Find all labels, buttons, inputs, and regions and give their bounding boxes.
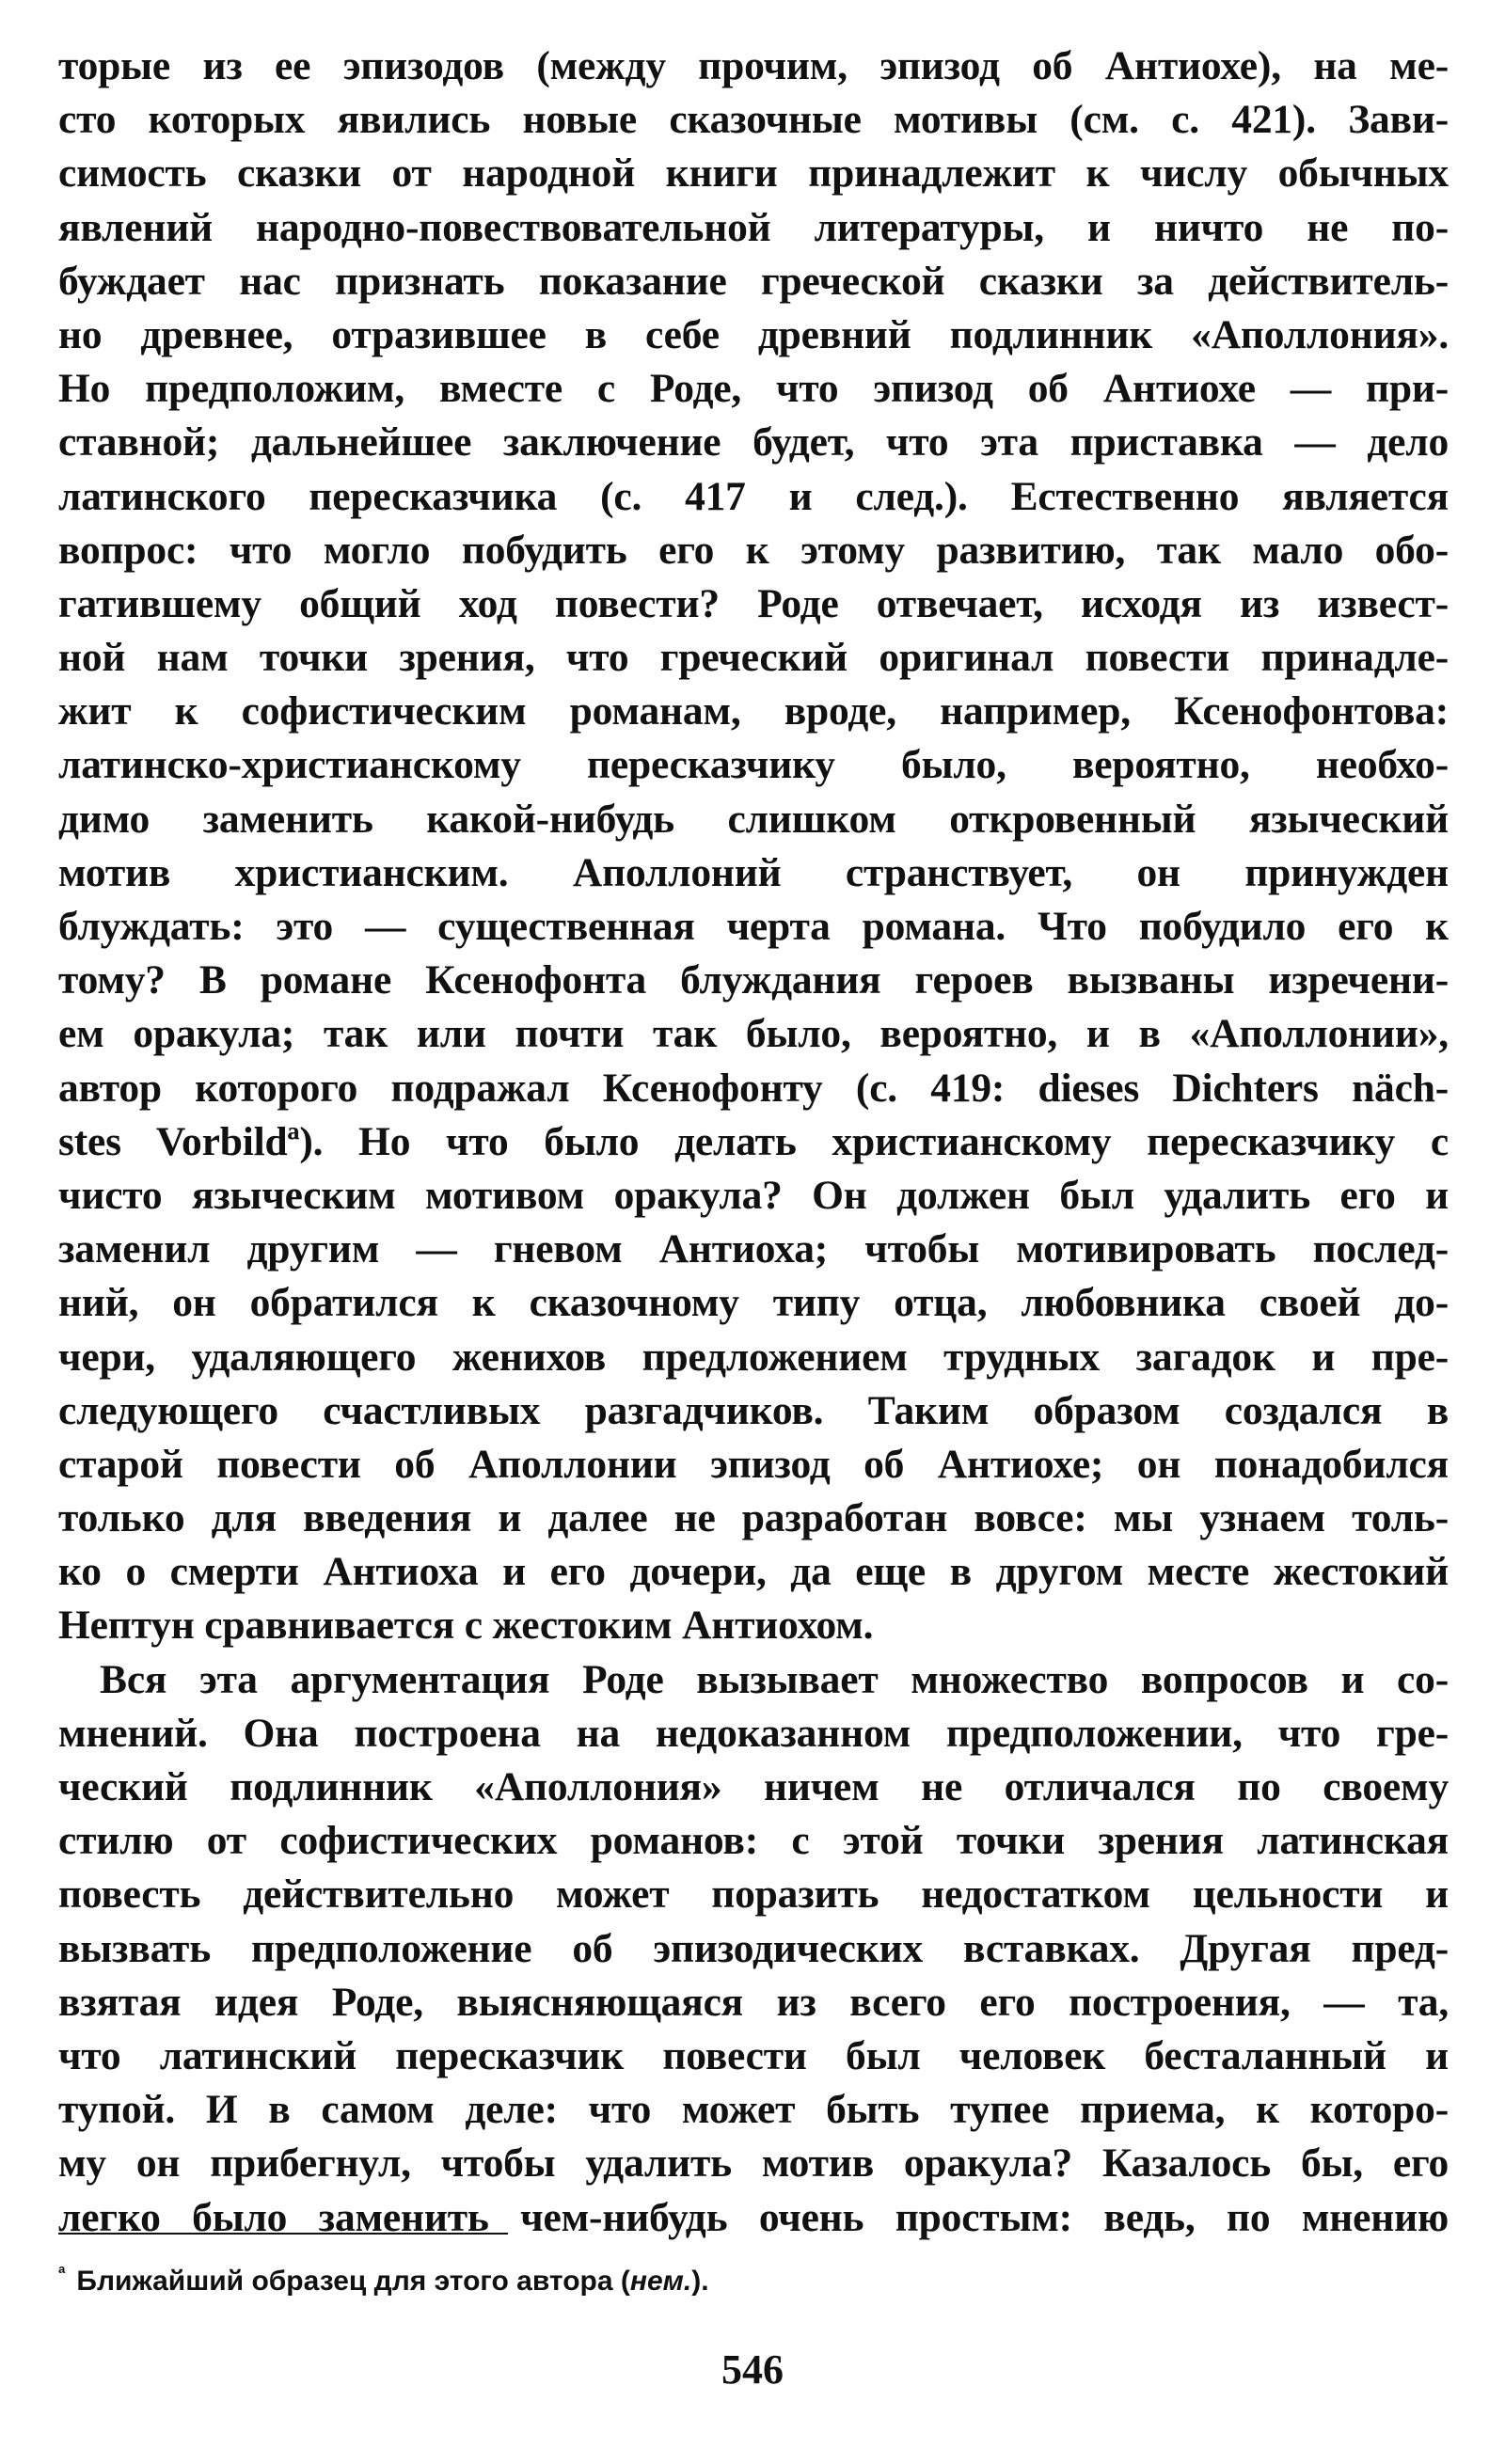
text-line: Вся эта аргументация Роде вызывает множество вопросов и со-	[100, 1656, 1449, 1702]
text-line: ставной; дальнейшее заключение будет, что эта приставка — дело	[58, 419, 1449, 466]
paragraph-1	[58, 39, 1449, 1653]
text-line: что латинский пересказчик повести был человек бесталанный и	[58, 2032, 1449, 2078]
text-line: буждает нас признать показание греческой сказки за действитель-	[58, 258, 1449, 304]
text-line: вызвать предположение об эпизодических вставках. Другая пред-	[58, 1925, 1449, 1971]
text-line: латинского пересказчика (с. 417 и след.). Естественно является	[58, 473, 1449, 519]
text-line: тупой. И в самом деле: что может быть тупее приема, к которо-	[58, 2087, 1449, 2133]
text-line: жит к софистическим романам, вроде, например, Ксенофонтова:	[58, 688, 1449, 734]
text-line: ем оракула; так или почти так было, вероятно, и в «Аполлонии»,	[58, 1011, 1449, 1057]
text-line: явлений народно-повествовательной литературы, и ничто не по-	[58, 204, 1449, 250]
footnote-text: Ближайший образец для этого автора (	[76, 2266, 630, 2297]
text-line: только для введения и далее не разработан вовсе: мы узнаем толь-	[58, 1495, 1449, 1541]
text-line: повесть действительно может поразить недостатком цельности и	[58, 1872, 1449, 1918]
text-line: Но предположим, вместе с Роде, что эпизод об Антиохе — при-	[58, 366, 1449, 412]
text-line: ко о смерти Антиоха и его дочери, да еще в другом месте жестокий	[58, 1549, 1449, 1595]
text-line: ной нам точки зрения, что греческий оригинал повести принадле-	[58, 635, 1449, 681]
text-line: Нептун сравнивается с жестоким Антиохом.	[58, 1603, 874, 1649]
footnote-divider	[58, 2233, 508, 2235]
text-line: блуждать: это — существенная черта романа. Что побудило его к	[58, 904, 1449, 949]
text-line: старой повести об Аполлонии эпизод об Антиохе; он понадобился	[58, 1441, 1449, 1487]
text-line: гатившему общий ход повести? Роде отвечает, исходя из извест-	[58, 580, 1449, 626]
text-line: сто которых явились новые сказочные мотивы (см. с. 421). Зави-	[58, 97, 1449, 143]
text-line: автор которого подражал Ксенофонту (с. 419: dieses Dichters näch-	[58, 1065, 1449, 1111]
main-text	[58, 39, 1449, 2245]
footnote-close: ).	[691, 2266, 709, 2297]
text-line: чисто языческим мотивом оракула? Он должен был удалить его и	[58, 1172, 1449, 1218]
text-line: следующего счастливых разгадчиков. Таким образом создался в	[58, 1387, 1449, 1433]
footnote	[58, 2255, 1375, 2300]
text-line: чери, удаляющего женихов предложением трудных загадок и пре-	[58, 1334, 1449, 1380]
text-line: симость сказки от народной книги принадлежит к числу обычных	[58, 150, 1449, 197]
text-line: стилю от софистических романов: с этой точки зрения латинская	[58, 1818, 1449, 1864]
text-line: заменил другим — гневом Антиоха; чтобы мотивировать послед-	[58, 1226, 1449, 1272]
paragraph-2	[58, 1653, 1449, 2245]
text-line: взятая идея Роде, выясняющаяся из всего его построения, — та,	[58, 1979, 1449, 2025]
text-line: му он прибегнул, чтобы удалить мотив оракула? Казалось бы, его	[58, 2140, 1449, 2187]
footnote-italic: нем.	[629, 2266, 692, 2297]
text-line: мнений. Она построена на недоказанном предположении, что гре-	[58, 1710, 1449, 1756]
text-line: латинско-христианскому пересказчику было, вероятно, необхо-	[58, 742, 1449, 788]
text-line: легко было заменить чем-нибудь очень простым: ведь, по мнению	[58, 2194, 1449, 2240]
text-line: димо заменить какой-нибудь слишком откровенный языческий	[58, 796, 1449, 842]
text-line: ческий подлинник «Аполлония» ничем не отличался по своему	[58, 1764, 1449, 1809]
text-line: stes Vorbildª). Но что было делать христианскому пересказчику с	[58, 1118, 1449, 1164]
text-line: но древнее, отразившее в себе древний подлинник «Аполлония».	[58, 311, 1449, 357]
text-line: ний, он обратился к сказочному типу отца, любовника своей до-	[58, 1280, 1449, 1326]
text-line: вопрос: что могло побудить его к этому развитию, так мало обо-	[58, 527, 1449, 573]
text-line: торые из ее эпизодов (между прочим, эпизод об Антиохе), на ме-	[58, 43, 1449, 88]
footnote-mark: ª	[58, 2264, 66, 2284]
text-line: тому? В романе Ксенофонта блуждания героев вызваны изречени-	[58, 957, 1449, 1003]
page-number: 546	[721, 2346, 784, 2393]
text-line: мотив христианским. Аполлоний странствует, он принужден	[58, 849, 1449, 895]
